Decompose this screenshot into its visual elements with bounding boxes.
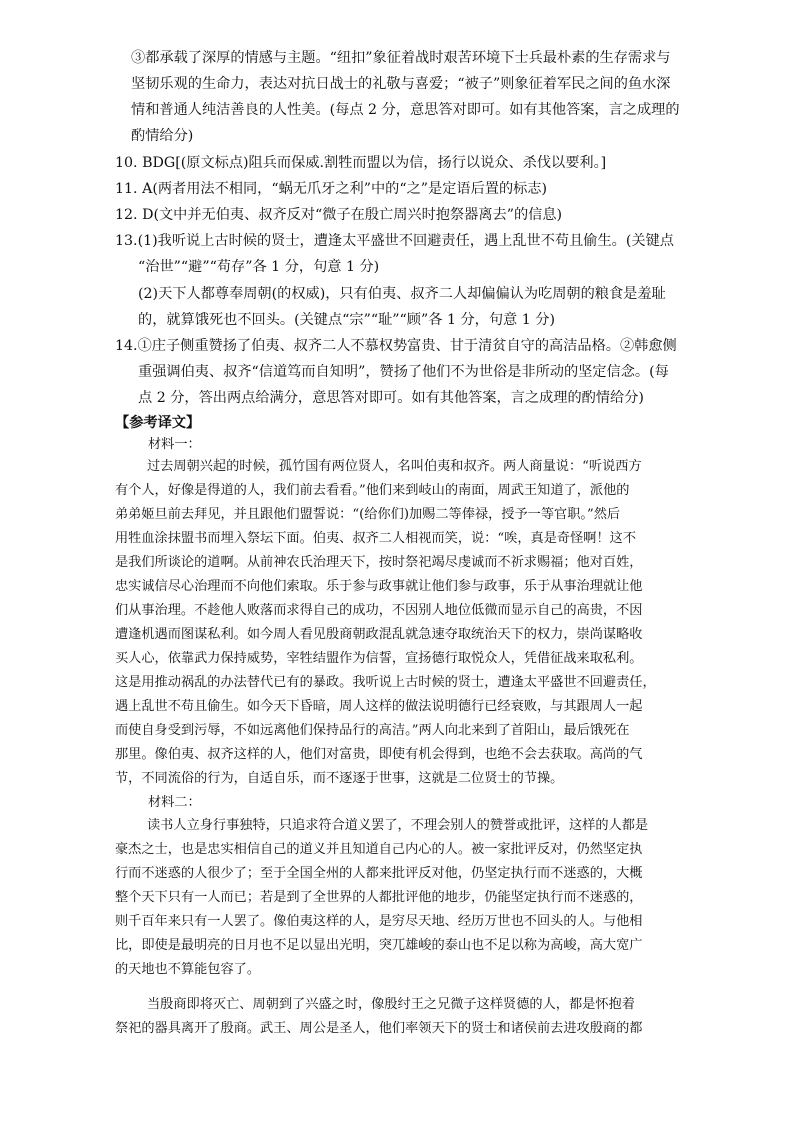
answer-11: 11. A(两者用法不相同，“蜗无爪牙之利”中的“之”是定语后置的标志): [115, 181, 548, 197]
material-2-label: 材料二：: [148, 795, 201, 810]
answer-14-line-2: 重强调伯夷、叔齐“信道笃而自知明”，赞扬了他们不为世俗是非所动的坚定信念。(每: [138, 364, 669, 380]
answer-12: 12. D(文中并无伯夷、叔齐反对“微子在殷亡周兴时抱祭器离去”的信息): [115, 207, 563, 223]
material-1-line: 用牲血涂抹盟书而埋入祭坛下面。伯夷、叔齐二人相视而笑，说：“唉，真是奇怪啊！这不: [115, 531, 637, 546]
material-2-line: 读书人立身行事独特，只追求符合道义罢了，不理会别人的赞誉或批评，这样的人都是: [147, 818, 649, 833]
material-3-line: 祭祀的器具离开了殷商。武王、周公是圣人，他们率领天下的贤士和诸侯前去进攻殷商的都: [115, 1021, 643, 1036]
material-1-line: 而使自身受到污辱，不如远离他们保持品行的高洁。”两人向北来到了首阳山，最后饿死在: [115, 723, 630, 738]
answer-14-line-1: 14.①庄子侧重赞扬了伯夷、叔齐二人不慕权势富贵、甘于清贫自守的高洁品格。②韩愈侧: [115, 338, 677, 354]
material-2-line: 豪杰之士，也是忠实相信自己的道义并且知道自己内心的人。被一家批评反对，仍然坚定执: [115, 842, 643, 857]
material-1-line: 过去周朝兴起的时候，孤竹国有两位贤人，名叫伯夷和叔齐。两人商量说：“听说西方: [147, 459, 642, 474]
translation-heading: 【参考译文】: [115, 415, 201, 431]
answer-10: 10. BDG[(原文标点)阻兵而保威.割牲而盟以为信，扬行以说众、杀伐以要利。]: [115, 155, 607, 171]
answer-9-line-1: ③都承载了深厚的情感与主题。“纽扣”象征着战时艰苦环境下士兵最朴素的生存需求与: [131, 50, 671, 66]
material-1-line: 遭逢机遇而图谋私利。如今周人看见殷商朝政混乱就急速夺取统治天下的权力，崇尚谋略收: [115, 627, 643, 642]
material-1-line: 买人心，依靠武力保持威势，宰牲结盟作为信誓，宣扬德行取悦众人，凭借征战来取私利。: [115, 651, 643, 666]
material-2-line: 整个天下只有一人而已；若是到了全世界的人都批评他的地步，仍能坚定执行而不迷惑的，: [115, 890, 643, 905]
answer-13-line-1: 13.(1)我听说上古时候的贤士，遭逢太平盛世不回避责任，遇上乱世不苟且偷生。(关键点: [115, 233, 674, 249]
material-1-line: 遇上乱世不苟且偷生。如今天下昏暗，周人这样的做法说明德行已经衰败，与其跟周人一起: [115, 699, 643, 714]
answer-13-line-3: (2)天下人都尊奉周朝(的权威)，只有伯夷、叔齐二人却偏偏认为吃周朝的粮食是羞耻: [138, 286, 666, 302]
material-2-line: 行而不迷惑的人很少了；至于全国全州的人都来批评反对他，仍坚定执行而不迷惑的，大概: [115, 866, 643, 881]
material-1-line: 节，不同流俗的行为，自适自乐，而不逐逐于世事，这就是二位贤士的节操。: [115, 771, 564, 786]
material-1-line: 是我们所谈论的道啊。从前神农氏治理天下，按时祭祀竭尽虔诚而不祈求赐福；他对百姓，: [115, 555, 643, 570]
material-2-line: 则千百年来只有一人罢了。像伯夷这样的人，是穷尽天地、经历万世也不回头的人。与他相: [115, 914, 643, 929]
material-1-label: 材料一：: [148, 437, 201, 452]
answer-9-line-2: 坚韧乐观的生命力，表达对抗日战士的礼敬与喜爱；“被子”则象征着军民之间的鱼水深: [131, 76, 671, 92]
answer-14-line-3: 点 2 分，答出两点给满分，意思答对即可。如有其他答案，言之成理的酌情给分): [138, 390, 644, 406]
material-1-line: 们从事治理。不趁他人败落而求得自己的成功，不因别人地位低微而显示自己的高贵，不因: [115, 603, 643, 618]
answer-13-line-2: “治世”“避”“苟存”各 1 分，句意 1 分): [138, 259, 380, 275]
material-1-line: 那里。像伯夷、叔齐这样的人，他们对富贵，即使有机会得到，也绝不会去获取。高尚的气: [115, 747, 643, 762]
material-3-line: 当殷商即将灭亡、周朝到了兴盛之时，像殷纣王之兄微子这样贤德的人，都是怀抱着: [147, 997, 635, 1012]
answer-13-line-4: 的，就算饿死也不回头。(关键点“宗”“耻”“顾”各 1 分，句意 1 分): [138, 312, 555, 328]
answer-9-line-3: 情和普通人纯洁善良的人性美。(每点 2 分，意思答对即可。如有其他答案，言之成理的: [131, 102, 680, 118]
material-1-line: 忠实诚信尽心治理而不向他们索取。乐于参与政事就让他们参与政事，乐于从事治理就让他: [115, 579, 643, 594]
material-1-line: 有个人，好像是得道的人，我们前去看看。”他们来到岐山的南面，周武王知道了，派他的: [115, 483, 630, 498]
material-1-line: 这是用推动祸乱的办法替代已有的暴政。我听说上古时候的贤士，遭逢太平盛世不回避责任，: [115, 675, 656, 690]
material-2-line: 的天地也不算能包容了。: [115, 962, 261, 977]
material-1-line: 弟弟姬旦前去拜见，并且跟他们盟誓说：“(给你们)加赐二等俸禄，授予一等官职。”然后: [115, 507, 621, 522]
material-2-line: 比，即使是最明亮的日月也不足以显出光明，突兀雄峻的泰山也不足以称为高峻，高大宽广: [115, 938, 643, 953]
answer-9-line-4: 酌情给分): [131, 128, 194, 144]
